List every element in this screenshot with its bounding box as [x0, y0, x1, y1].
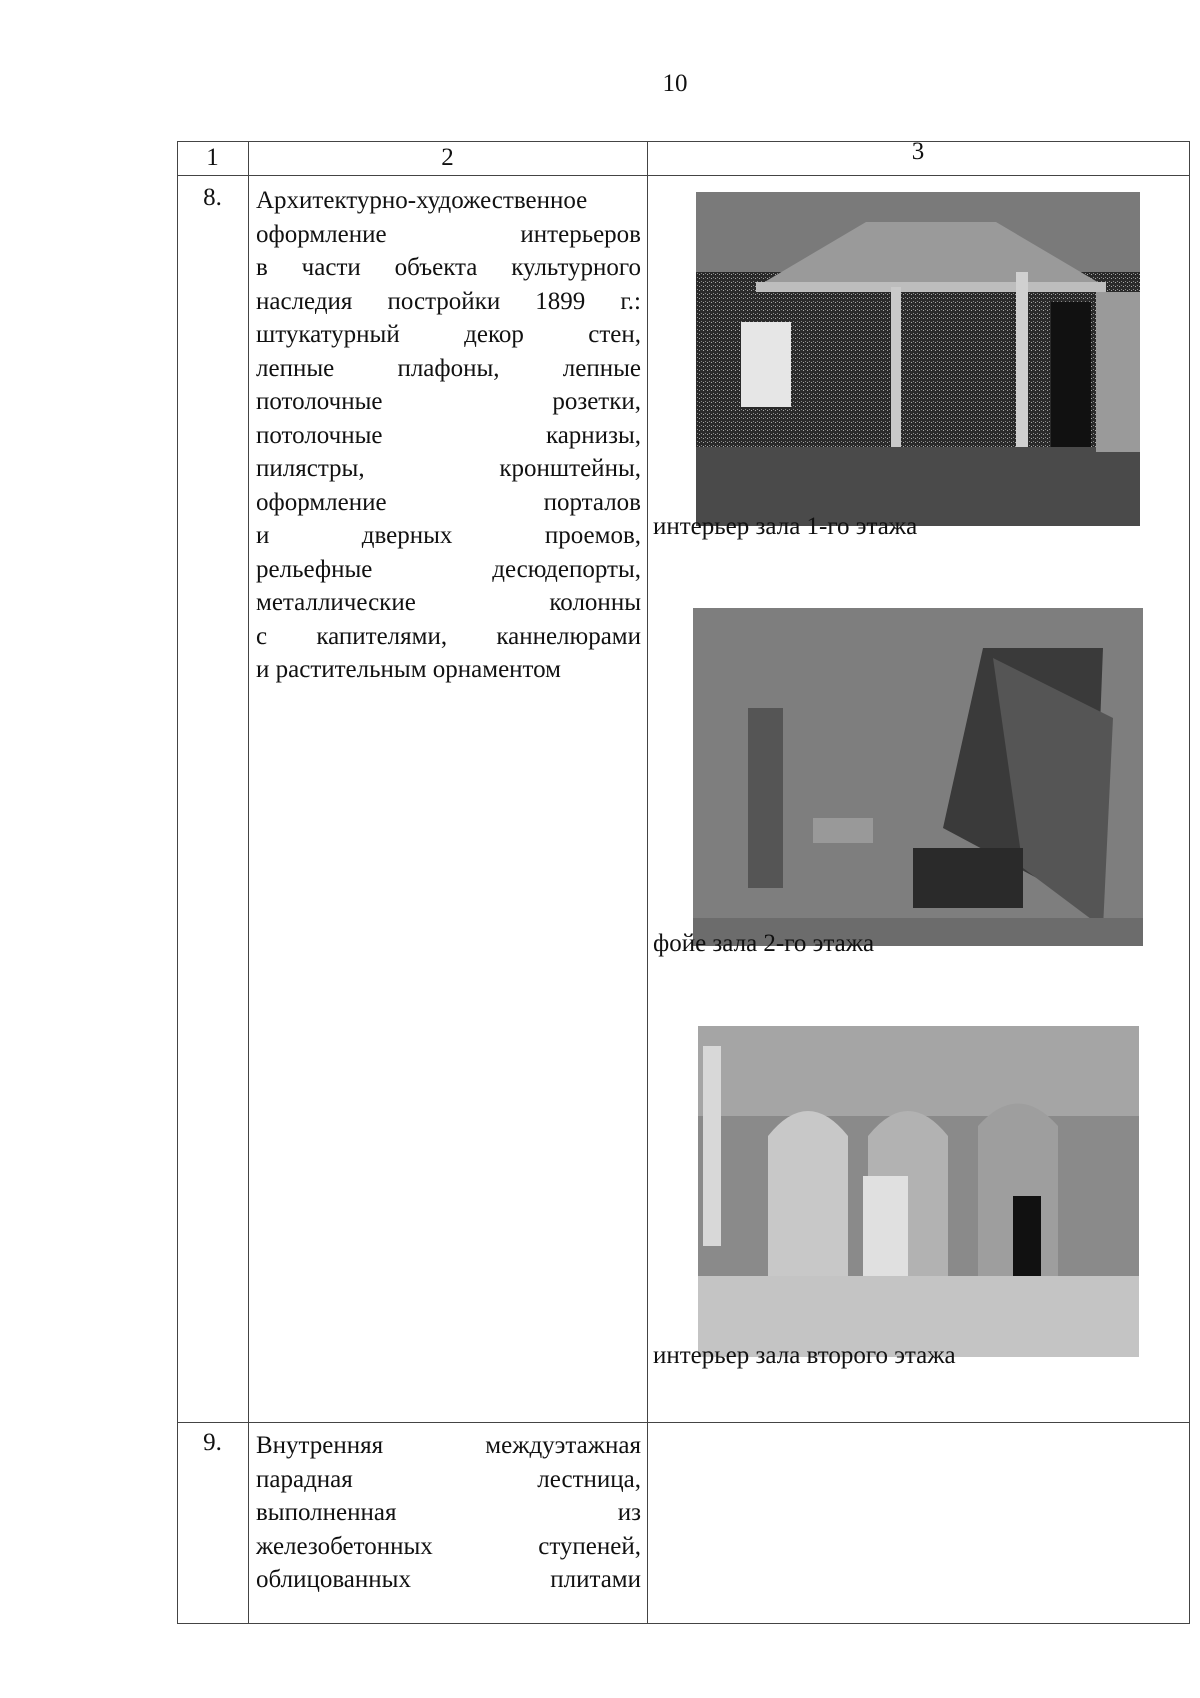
photo-caption: фойе зала 2-го этажа — [653, 930, 875, 957]
description-line: оформление порталов — [256, 488, 641, 516]
description-line: лепные плафоны, лепные — [256, 354, 641, 382]
column-divider-2 — [647, 141, 648, 1624]
description-line: выполненная из — [256, 1499, 641, 1526]
photo-interior-hall-second-floor — [698, 1026, 1139, 1357]
description-line: оформление интерьеров — [256, 220, 641, 248]
description-line: и растительным орнаментом — [256, 656, 561, 683]
row-description — [256, 1429, 641, 1597]
header-col-3: 3 — [911, 138, 925, 165]
page-number: 10 — [662, 70, 688, 97]
description-line: металлические колонны — [256, 589, 641, 616]
description-line: в части объекта культурного — [256, 254, 641, 281]
row-number: 9. — [203, 1429, 222, 1456]
table-border-right — [1189, 141, 1190, 1624]
photo-caption: интерьер зала 1-го этажа — [653, 513, 918, 540]
row-divider — [177, 1422, 1190, 1423]
description-line: наследия постройки 1899 г.: — [256, 287, 641, 315]
header-col-2: 2 — [441, 144, 454, 171]
description-line: и дверных проемов, — [256, 522, 641, 549]
photo-caption: интерьер зала второго этажа — [653, 1342, 956, 1369]
description-line: облицованных плитами — [256, 1566, 641, 1593]
table-border-left — [177, 141, 178, 1624]
description-line: Архитектурно-художественное — [256, 187, 588, 214]
header-divider — [177, 175, 1190, 176]
description-line: Внутренняя междуэтажная — [256, 1432, 641, 1459]
row-number: 8. — [203, 184, 222, 211]
description-line: потолочные карнизы, — [256, 421, 641, 449]
description-line: штукатурный декор стен, — [256, 321, 641, 348]
header-col-1: 1 — [206, 144, 219, 171]
description-line: пилястры, кронштейны, — [256, 455, 641, 482]
description-line: парадная лестница, — [256, 1465, 641, 1493]
row-description — [256, 184, 641, 687]
description-line: потолочные розетки, — [256, 388, 641, 415]
description-line: железобетонных ступеней, — [256, 1532, 641, 1560]
description-line: рельефные десюдепорты, — [256, 555, 641, 583]
column-divider-1 — [248, 141, 249, 1624]
objects-table — [177, 138, 1190, 1624]
table-border-bottom — [177, 1623, 1190, 1624]
photo-interior-hall-first-floor — [696, 192, 1140, 526]
photo-foyer-second-floor — [693, 608, 1143, 946]
description-line: с капителями, каннелюрами — [256, 622, 641, 650]
